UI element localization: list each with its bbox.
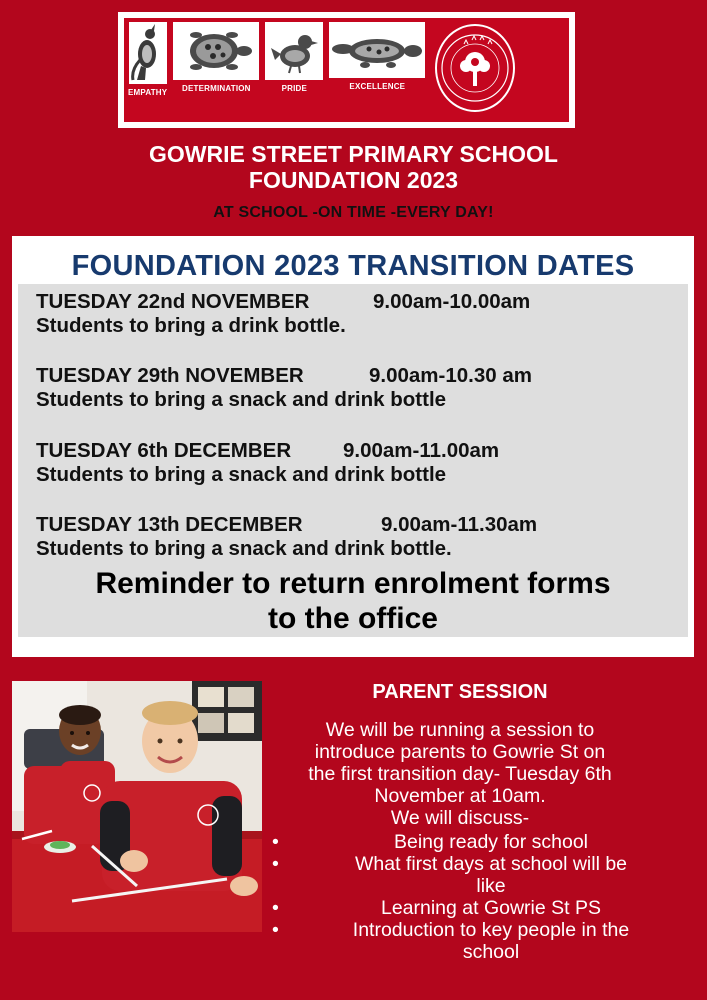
enrolment-reminder: [18, 566, 688, 636]
date-entry: [36, 439, 499, 487]
date-entry: [36, 364, 532, 412]
date-time: 9.00am-10.00am: [373, 290, 531, 313]
topic-text: like: [476, 875, 506, 897]
date-day: TUESDAY 29th NOVEMBER: [36, 364, 304, 387]
date-time: 9.00am-11.30am: [381, 513, 538, 536]
list-item: [266, 919, 686, 963]
platypus-icon: [329, 22, 425, 78]
date-note: Students to bring a snack and drink bottle: [36, 463, 447, 486]
turtle-icon: [173, 22, 259, 80]
session-line: November at 10am.: [374, 785, 546, 807]
values-banner-inner: [124, 18, 569, 122]
students-photo: [12, 681, 262, 932]
list-item: [266, 853, 686, 897]
value-excellence: [329, 22, 425, 118]
date-note: Students to bring a snack and drink bottle.: [36, 537, 452, 560]
list-item: [266, 831, 686, 853]
date-time: 9.00am-11.00am: [343, 439, 500, 462]
date-entry: [36, 513, 537, 561]
parent-session-title: PARENT SESSION: [372, 681, 548, 703]
value-determination: [173, 22, 259, 118]
topic-text: • What first days at school will be: [354, 853, 628, 875]
transition-dates-heading: FOUNDATION 2023 TRANSITION DATES: [71, 250, 635, 282]
school-motto: AT SCHOOL -ON TIME -EVERY DAY!: [213, 204, 494, 221]
date-entry: [36, 290, 530, 338]
bird-icon: [265, 22, 323, 80]
date-time: 9.00am-10.30 am: [369, 364, 532, 387]
school-name-line2: FOUNDATION 2023: [248, 167, 459, 193]
value-empathy: [128, 22, 167, 118]
value-pride: [265, 22, 323, 118]
topic-text: • Learning at Gowrie St PS: [380, 897, 602, 919]
transition-dates-panel: [12, 236, 694, 657]
discussion-topics-list: [266, 831, 686, 963]
school-name-line1: GOWRIE STREET PRIMARY SCHOOL: [149, 141, 558, 167]
list-item: [266, 897, 686, 919]
date-day: TUESDAY 13th DECEMBER: [36, 513, 303, 536]
value-label: PRIDE: [281, 84, 308, 93]
date-note: Students to bring a snack and drink bottle: [36, 388, 447, 411]
date-note: Students to bring a drink bottle.: [36, 314, 346, 337]
reminder-line: to the office: [268, 602, 438, 635]
topic-text: • Introduction to key people in the: [352, 919, 630, 941]
kangaroo-icon: [129, 22, 167, 84]
topic-text: school: [462, 941, 520, 963]
session-line: We will discuss-: [390, 807, 530, 829]
date-day: TUESDAY 22nd NOVEMBER: [36, 290, 310, 313]
topic-text: • Being ready for school: [393, 831, 589, 853]
reminder-line: Reminder to return enrolment forms: [95, 567, 611, 600]
value-label: DETERMINATION: [181, 84, 251, 93]
school-tree-logo-icon: [435, 24, 515, 112]
parent-session-description: [266, 719, 654, 829]
session-line: We will be running a session to: [325, 719, 595, 741]
date-day: TUESDAY 6th DECEMBER: [36, 439, 292, 462]
value-label: EXCELLENCE: [349, 82, 406, 91]
transition-dates-list: [18, 284, 688, 637]
value-label: EMPATHY: [128, 88, 168, 97]
session-line: the first transition day- Tuesday 6th: [308, 763, 612, 785]
school-values-banner: [118, 12, 575, 128]
session-line: introduce parents to Gowrie St on: [314, 741, 606, 763]
